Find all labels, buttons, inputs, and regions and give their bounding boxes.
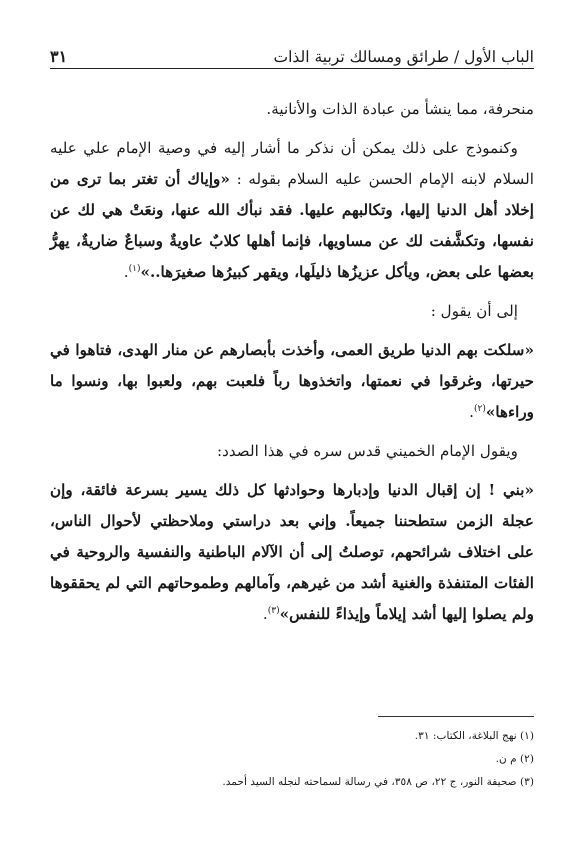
page-number: ٣١ bbox=[50, 47, 68, 66]
footnote-ref-2: (٢) bbox=[473, 403, 486, 414]
footnote-ref-1: (١) bbox=[128, 263, 141, 274]
footnote-2: (٢) م ن. bbox=[495, 753, 534, 765]
paragraph-quote-3 bbox=[50, 475, 534, 630]
opening-text: منحرفة، مما ينشأ من عبادة الذات والأنانية. bbox=[266, 100, 534, 118]
page-body bbox=[50, 94, 534, 630]
quote-khomeini: «بني ! إن إقبال الدنيا وإدبارها وحوادثها كل ذلك يسير بسرعة فائقة، وإن عجلة الزمن ستطحننا جميعاً. وإني بعد دراستي وملاحظتي لأحوال الناس، على اختلاف شرائحهم، توصلتُ إلى أن الآلام الباطنية والنفسية والروحية في الفئات المتنفذة والغنية أشد من غيرهم، وآمالهم وطموحاتهم التي لم يحققوها ولم يصلوا إليها أشد إيلاماً وإيذاءً للنفس» bbox=[50, 481, 534, 623]
footnotes bbox=[50, 716, 534, 794]
footnote-ref-3: (٣) bbox=[267, 605, 280, 616]
paragraph-khomeini-intro bbox=[50, 436, 534, 467]
continuation-text: إلى أن يقول : bbox=[430, 302, 518, 320]
paragraph-imam-ali-will bbox=[50, 133, 534, 288]
quote-world-blindness: «سلكت بهم الدنيا طريق العمى، وأخذت بأبصارهم عن منار الهدى، فتاهوا في حيرتها، وغرقوا في نعمتها، واتخذوها رباً فلعبت بهم، ولعبوا بها، ونسوا ما وراءها» bbox=[50, 341, 534, 421]
end-mark: . bbox=[123, 263, 129, 281]
paragraph-opening bbox=[50, 94, 534, 125]
footnote-1: (١) نهج البلاغة، الكتاب: ٣١. bbox=[414, 730, 534, 742]
footnote-divider bbox=[378, 716, 534, 717]
chapter-title: الباب الأول / طرائق ومسالك تربية الذات bbox=[273, 48, 534, 66]
end-mark: . bbox=[469, 403, 474, 421]
intro-text: وكنموذج على ذلك يمكن أن نذكر ما أشار إليه في وصية الإمام علي عليه السلام لابنه الإمام الحسن عليه السلام بقوله : bbox=[50, 139, 534, 188]
quote-imam-ali: «وإياك أن تغتر بما ترى من إخلاد أهل الدنيا إليها، وتكالبهم عليها. فقد نبأك الله عنها، ونعَتْ هي لك عن نفسها، وتكشَّفت لك عن مساويها، فإنما أهلها كلابٌ عاويةٌ وسباعٌ ضاريةٌ، يهرُّ بعضها على بعض، ويأكل عزيزُها ذليلَها، ويقهر كبيرُها صغيرَها..» bbox=[50, 170, 534, 281]
paragraph-quote-2 bbox=[50, 335, 534, 428]
footnote-3: (٣) صحيفة النور، ج ٢٢، ص ٣٥٨، في رسالة لسماحته لنجله السيد أحمد. bbox=[222, 776, 534, 788]
paragraph-continuation bbox=[50, 296, 534, 327]
khomeini-intro-text: ويقول الإمام الخميني قدس سره في هذا الصدد: bbox=[216, 442, 518, 460]
running-header bbox=[50, 36, 534, 69]
end-mark: . bbox=[262, 605, 268, 623]
